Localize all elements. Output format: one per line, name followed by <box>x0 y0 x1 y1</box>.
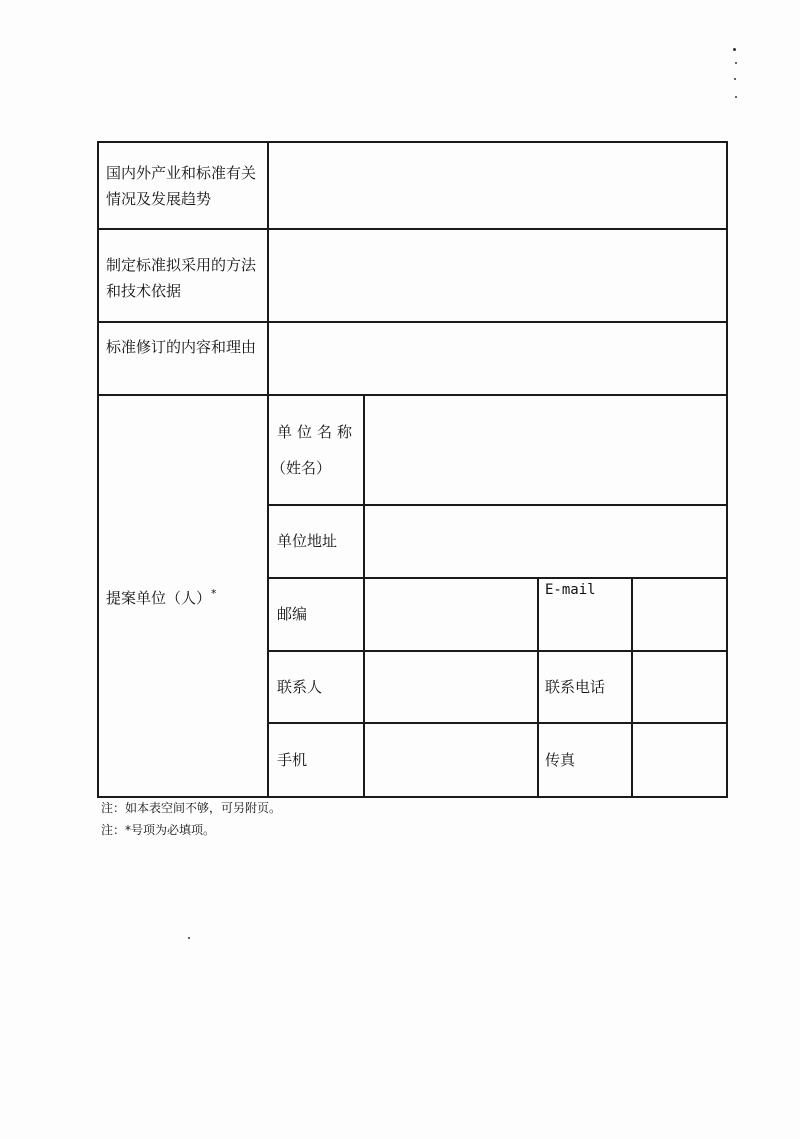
method-basis-label: 制定标准拟采用的方法和技术依据 <box>106 256 257 300</box>
contact-person-label: 联系人 <box>277 678 323 696</box>
note-required-fields: 注：*号项为必填项。 <box>101 823 216 837</box>
proposer-col-divider <box>537 577 539 798</box>
unit-address-label: 单位地址 <box>277 532 338 550</box>
unit-address-field[interactable] <box>367 508 724 576</box>
fax-label: 传真 <box>545 751 576 769</box>
email-field[interactable] <box>635 581 724 649</box>
unit-name-label: 单位名称 <box>277 423 358 441</box>
industry-trend-label: 国内外产业和标准有关情况及发展趋势 <box>106 164 257 208</box>
table-border-left <box>97 141 99 798</box>
proposer-sublabel-divider <box>363 394 365 798</box>
revision-reason-field[interactable] <box>271 325 724 393</box>
proposer-row-divider <box>267 577 728 579</box>
contact-person-field[interactable] <box>367 654 536 721</box>
revision-reason-label: 标准修订的内容和理由 <box>106 338 257 356</box>
contact-phone-field[interactable] <box>635 654 724 721</box>
email-label: E-mail <box>545 582 596 598</box>
postcode-label: 邮编 <box>277 605 308 623</box>
postcode-field[interactable] <box>367 581 536 649</box>
proposer-row-divider <box>267 722 728 724</box>
proposer-row-divider <box>267 504 728 506</box>
scan-speck <box>733 48 736 51</box>
row-divider <box>97 228 728 230</box>
proposer-label <box>106 581 217 611</box>
fax-field[interactable] <box>635 726 724 795</box>
unit-name-field[interactable] <box>367 398 724 503</box>
label-column-divider <box>267 141 269 798</box>
proposer-label-text: 提案单位（人） <box>106 589 212 607</box>
scan-speck <box>735 96 737 98</box>
note-extra-pages: 注：如本表空间不够，可另附页。 <box>101 801 282 815</box>
scan-speck <box>734 78 736 80</box>
scan-speck <box>735 62 737 64</box>
unit-name-sublabel: （姓名） <box>271 459 332 477</box>
mobile-label: 手机 <box>277 751 308 769</box>
table-border-top <box>97 141 728 143</box>
row-divider <box>97 394 728 396</box>
mobile-field[interactable] <box>367 726 536 795</box>
contact-phone-label: 联系电话 <box>545 678 606 696</box>
industry-trend-field[interactable] <box>271 145 724 227</box>
required-mark: * <box>211 587 217 600</box>
row-divider <box>97 321 728 323</box>
table-border-right <box>726 141 728 798</box>
proposer-col-divider <box>631 577 633 798</box>
method-basis-field[interactable] <box>271 232 724 320</box>
scan-speck <box>188 937 190 939</box>
proposer-row-divider <box>267 650 728 652</box>
